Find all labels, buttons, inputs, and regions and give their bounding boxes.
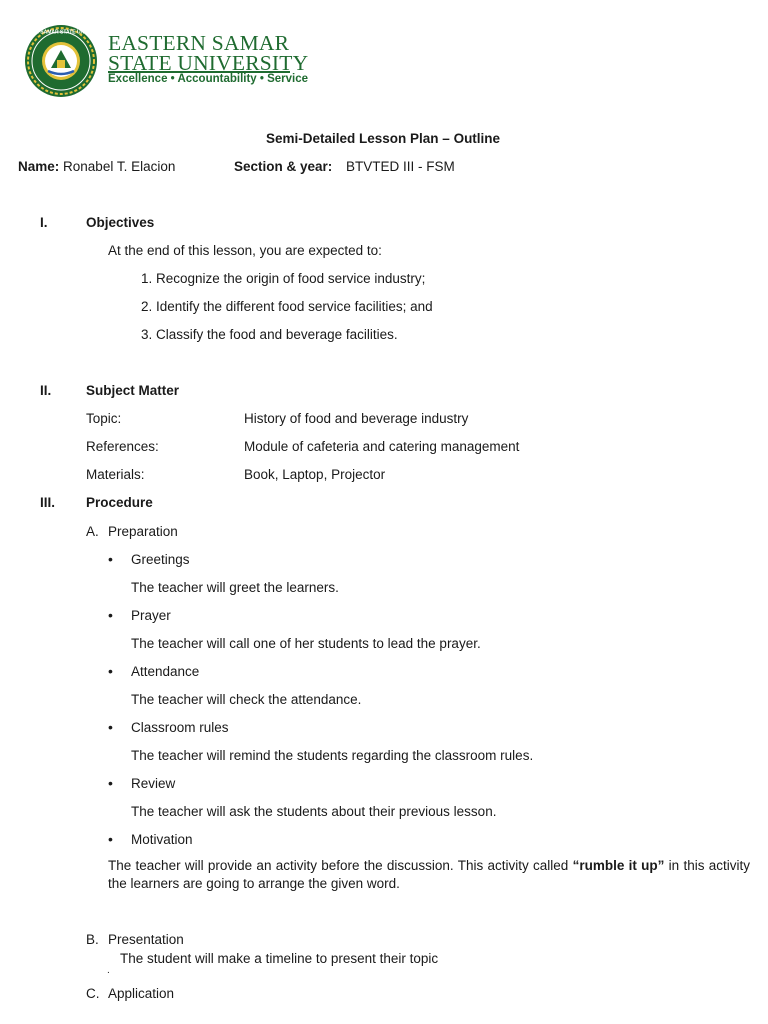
section-value: BTVTED III - FSM <box>346 159 455 174</box>
prep-item-title: Attendance <box>131 664 200 679</box>
university-name-line1: EASTERN SAMAR <box>108 31 290 55</box>
preparation-marker: A. <box>86 524 99 539</box>
prep-item-title: Classroom rules <box>131 720 229 735</box>
university-seal <box>14 24 108 98</box>
section-label: Section & year: <box>234 159 333 174</box>
prep-item-title: Motivation <box>131 832 193 847</box>
procedure-heading: Procedure <box>86 495 153 510</box>
motivation-activity-name: “rumble it up” <box>572 858 665 873</box>
motivation-text-start: The teacher will provide an activity before the discussion. This activity called <box>108 858 573 873</box>
prep-item-title: Review <box>131 776 176 791</box>
references-label: References: <box>86 439 159 454</box>
presentation-desc: The student will make a timeline to present their topic <box>120 951 439 966</box>
bullet-icon: • <box>108 831 113 847</box>
bullet-icon: • <box>108 775 113 791</box>
bullet-icon: • <box>108 663 113 679</box>
name-line <box>18 159 175 174</box>
presentation-marker: B. <box>86 932 99 947</box>
stray-mark: . <box>107 965 110 976</box>
motivation-paragraph <box>108 857 750 893</box>
bullet-icon: • <box>108 607 113 623</box>
objectives-numeral: I. <box>40 215 48 230</box>
objective-item: 2. Identify the different food service facilities; and <box>141 299 433 314</box>
objectives-intro: At the end of this lesson, you are expected to: <box>108 243 382 258</box>
prep-item-title: Greetings <box>131 552 190 567</box>
materials-label: Materials: <box>86 467 145 482</box>
materials-value: Book, Laptop, Projector <box>244 467 386 482</box>
page-title: Semi-Detailed Lesson Plan – Outline <box>266 131 501 146</box>
subject-matter-numeral: II. <box>40 383 52 398</box>
bullet-icon: • <box>108 551 113 567</box>
prep-item-desc: The teacher will call one of her students to lead the prayer. <box>131 636 481 651</box>
procedure-numeral: III. <box>40 495 56 510</box>
name-label: Name: <box>18 159 60 174</box>
topic-value: History of food and beverage industry <box>244 411 469 426</box>
prep-item-desc: The teacher will remind the students regarding the classroom rules. <box>131 748 534 763</box>
university-name-line2: STATE UNIVERSITY <box>108 51 309 75</box>
university-motto: Excellence • Accountability • Service <box>108 73 309 85</box>
bullet-icon: • <box>108 719 113 735</box>
university-name <box>108 33 308 73</box>
seal-text: EASTERN SAMAR STATE UNIVERSITY <box>14 29 108 36</box>
application-marker: C. <box>86 986 100 1001</box>
topic-label: Topic: <box>86 411 122 426</box>
objectives-heading: Objectives <box>86 215 155 230</box>
prep-item-desc: The teacher will check the attendance. <box>131 692 362 707</box>
prep-item-desc: The teacher will ask the students about their previous lesson. <box>131 804 497 819</box>
objective-item: 1. Recognize the origin of food service industry; <box>141 271 426 286</box>
subject-matter-heading: Subject Matter <box>86 383 180 398</box>
presentation-label: Presentation <box>108 932 184 947</box>
motivation-text-end: in this activity the learners are going to arrange the given word. <box>108 858 751 891</box>
name-value: Ronabel T. Elacion <box>63 159 176 174</box>
preparation-label: Preparation <box>108 524 178 539</box>
application-label: Application <box>108 986 175 1001</box>
references-value: Module of cafeteria and catering management <box>244 439 520 454</box>
prep-item-title: Prayer <box>131 608 171 623</box>
objective-item: 3. Classify the food and beverage facilities. <box>141 327 398 342</box>
prep-item-desc: The teacher will greet the learners. <box>131 580 339 595</box>
